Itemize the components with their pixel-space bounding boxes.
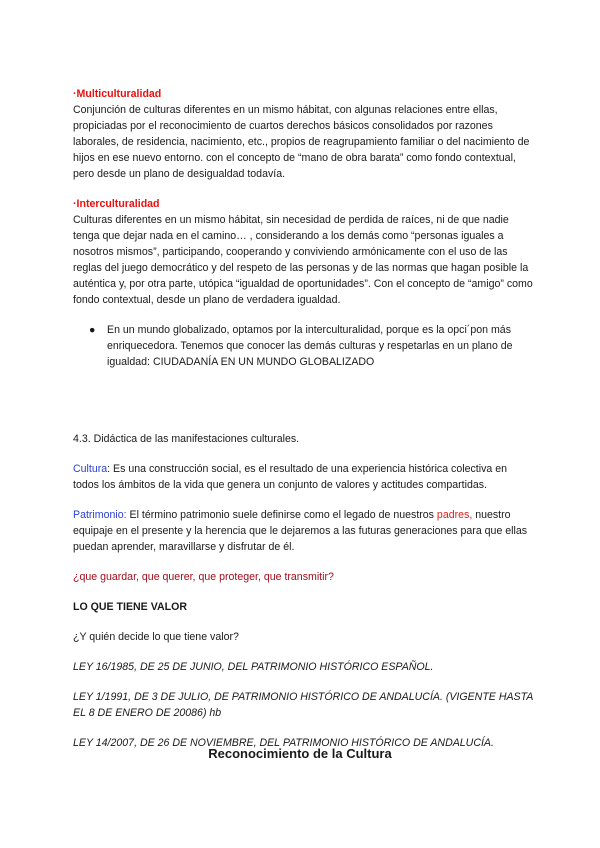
patrimonio-term: Patrimonio (73, 509, 124, 521)
law-2007: LEY 14/2007, DE 26 DE NOVIEMBRE, DEL PATRIMONIO HISTÓRICO DE ANDALUCÍA. (73, 737, 494, 749)
multiculturalidad-text: Conjunción de culturas diferentes en un mismo hábitat, con algunas relaciones entre ellas, propiciadas por el reconocimiento de cuartos derechos básicos consolidados por razones laborales, de residencia, nacimiento, etc., propios de reagrupamiento familiar o del nacimiento de hijos en ese nuevo entorno. con el concepto de “mano de obra barata” como fondo contextual, pero desde un plano de desigualdad todavía. (73, 104, 530, 180)
patrimonio-highlight: padres, (436, 509, 473, 521)
multiculturalidad-heading: ·Multiculturalidad (73, 88, 162, 100)
valor-heading: LO QUE TIENE VALOR (73, 601, 187, 613)
law-1985: LEY 16/1985, DE 25 DE JUNIO, DEL PATRIMONIO HISTÓRICO ESPAÑOL. (73, 661, 434, 673)
document-body (73, 86, 533, 751)
bullet-list (73, 322, 533, 370)
questions-line: ¿que guardar, que querer, que proteger, que transmitir? (73, 571, 334, 583)
law-1991: LEY 1/1991, DE 3 DE JULIO, DE PATRIMONIO HISTÓRICO DE ANDALUCÍA. (VIGENTE HASTA EL 8 DE ENERO DE 20086) hb (73, 691, 533, 719)
interculturalidad-text: Culturas diferentes en un mismo hábitat, sin necesidad de perdida de raíces, ni de que nadie tenga que dejar nada en el camino… , considerando a los demás como “personas iguales a nosotros mismos”, participando, cooperando y conviviendo armónicamente con el uso de las reglas del juego democrático y del respeto de las personas y de las normas que hagan posible la auténtica y, por otra parte, utópica “igualdad de oportunidades”. Con el concepto de “amigo” como fondo contextual, desde un plano de verdadera igualdad. (73, 214, 533, 306)
cultura-text: : Es una construcción social, es el resultado de una experiencia histórica colectiva en todos los ámbitos de la vida que genera un conjunto de valores y actitudes compartidas. (73, 463, 507, 491)
patrimonio-text-b: nuestro equipaje en el presente y la herencia que le dejaremos a las futuras generaciones para que ellas puedan aprender, maravillarse y disfrutar de él. (73, 509, 528, 553)
cultura-definition (73, 461, 533, 493)
interculturalidad-section (73, 196, 533, 308)
bottom-title: Reconocimiento de la Cultura (208, 746, 392, 761)
interculturalidad-heading: ·Interculturalidad (73, 198, 160, 210)
bullet-icon: ● (89, 324, 96, 336)
patrimonio-colon: : (123, 509, 127, 521)
valor-question: ¿Y quién decide lo que tiene valor? (73, 631, 239, 643)
bullet-text: En un mundo globalizado, optamos por la interculturalidad, porque es la opci´pon más enriquecedora. Tenemos que conocer las demás culturas y respetarlas en un plano de igualdad: CIUDADANÍA EN UN MUNDO GLOBALIZADO (107, 324, 513, 368)
list-item (73, 322, 533, 370)
section-title: 4.3. Didáctica de las manifestaciones culturales. (73, 433, 300, 445)
cultura-term: Cultura (73, 463, 108, 475)
patrimonio-definition (73, 507, 533, 555)
patrimonio-text-a: El término patrimonio suele definirse como el legado de nuestros (126, 509, 437, 521)
multiculturalidad-section (73, 86, 533, 182)
